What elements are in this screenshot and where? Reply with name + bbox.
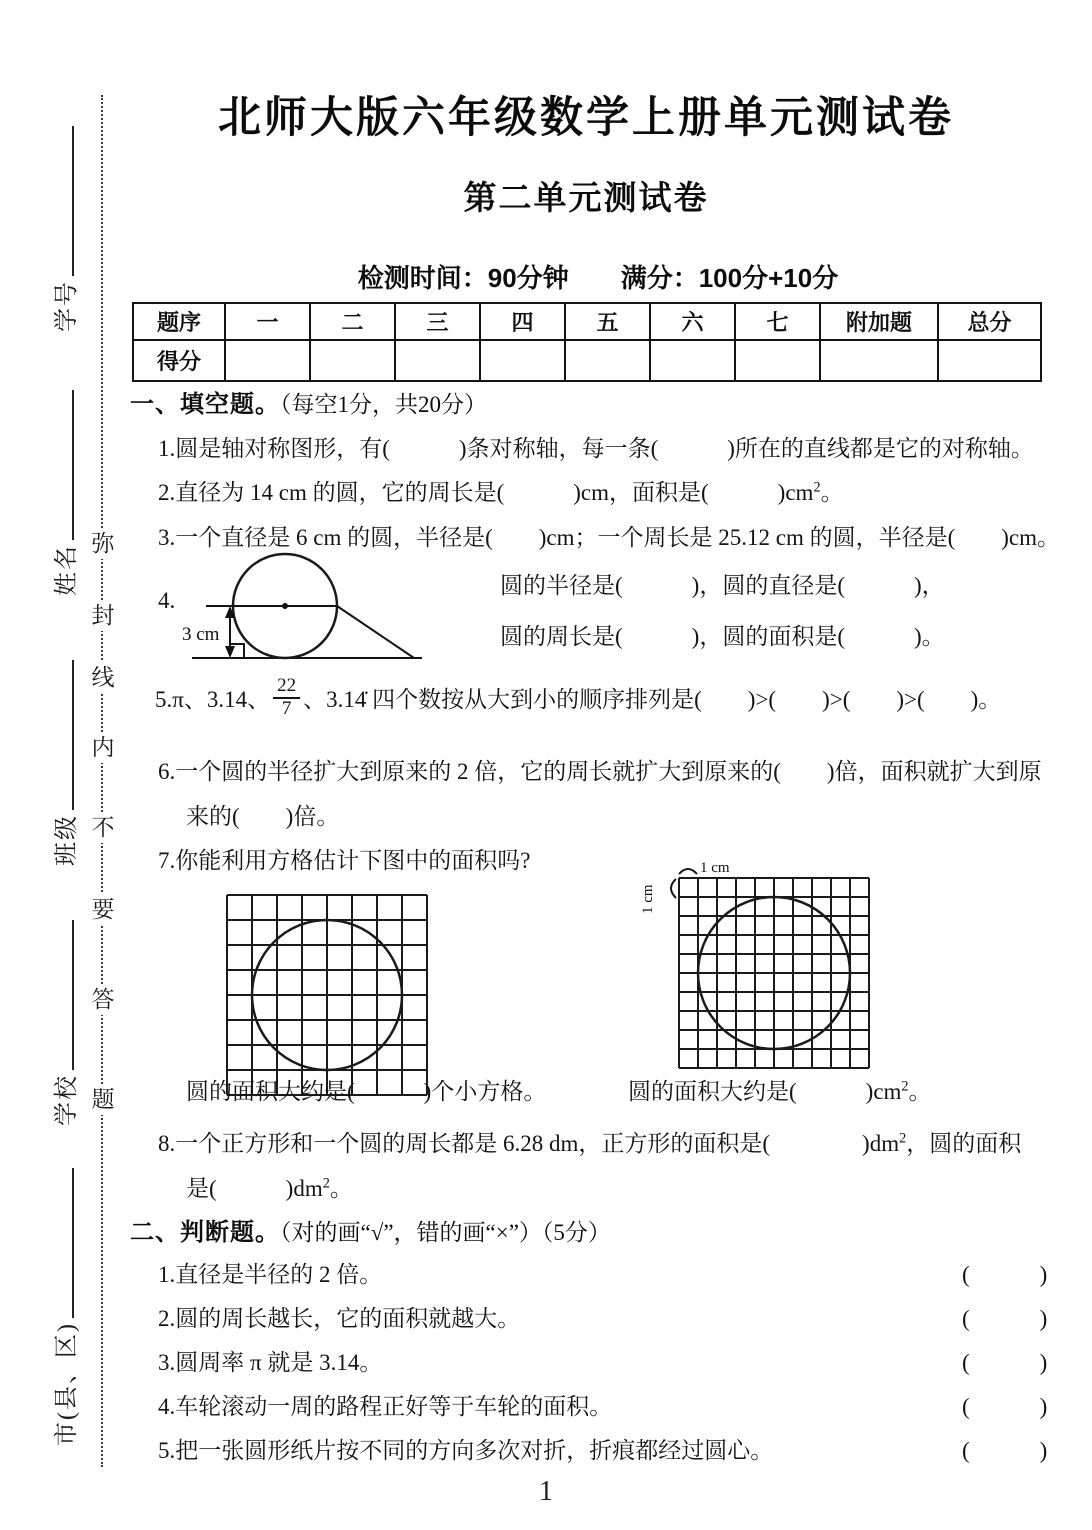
radius-measure-label: 3 cm	[182, 624, 220, 645]
score-table	[132, 302, 1042, 382]
question-8-line2-end: 。	[329, 1176, 353, 1201]
seal-char: 内	[89, 732, 117, 763]
score-col-header: 六	[650, 303, 735, 340]
left-estimation-grid	[225, 893, 431, 1099]
score-col-header: 一	[225, 303, 310, 340]
city-blank-line	[47, 1168, 74, 1318]
name-field	[46, 390, 81, 596]
question-8-superscript1: 2	[899, 1130, 907, 1147]
right-grid-caption-end: 。	[908, 1079, 932, 1104]
section1-heading-label: 一、填空题。	[130, 391, 280, 418]
question-8-text: 8.一个正方形和一个圆的周长都是 6.28 dm，正方形的面积是( )dm	[158, 1131, 900, 1156]
question-4-line1: 圆的半径是( )，圆的直径是( )，	[500, 573, 945, 598]
right-estimation-grid	[638, 858, 878, 1074]
page-number: 1	[539, 1476, 553, 1507]
question-5-text: 5.π、3.14、	[155, 687, 271, 713]
question-8-line1	[158, 1125, 1021, 1158]
score-col-header: 四	[480, 303, 565, 340]
question-2	[158, 474, 844, 507]
question-7-heading: 7.你能利用方格估计下图中的面积吗?	[158, 848, 531, 873]
question-8-line1-end: ，圆的面积	[906, 1131, 1022, 1156]
score-cell	[395, 340, 480, 381]
judgment-item-3: 3.圆周率 π 就是 3.14。	[158, 1350, 383, 1375]
judgment-bracket-2: ( )	[962, 1306, 1056, 1331]
question-8-line2	[186, 1170, 353, 1203]
question-2-superscript: 2	[813, 479, 821, 496]
score-table-header-row	[133, 303, 1041, 340]
school-label: 学校	[54, 1074, 80, 1126]
city-field	[46, 1168, 81, 1446]
city-label: 市(县、区)	[54, 1322, 80, 1446]
score-table-score-row	[133, 340, 1041, 381]
fraction-denominator: 7	[273, 697, 300, 720]
question-8-line2-text: 是( )dm	[186, 1176, 323, 1201]
class-label: 班级	[54, 814, 80, 866]
judgment-item-2: 2.圆的周长越长，它的面积就越大。	[158, 1306, 521, 1331]
left-grid-caption: 圆的面积大约是( )个小方格。	[186, 1079, 547, 1104]
question-6-line2: 来的( )倍。	[186, 804, 340, 829]
score-cell	[565, 340, 650, 381]
question-2-end: 。	[820, 480, 844, 505]
student-id-blank-line	[47, 126, 74, 276]
exam-info: 检测时间：90分钟 满分：100分+10分	[357, 263, 839, 293]
section2-heading-note: （对的画“√”，错的画“×”）（5分）	[280, 1220, 611, 1245]
score-row-label: 得分	[133, 340, 225, 381]
class-blank-line	[47, 660, 74, 810]
score-col-header: 总分	[938, 303, 1041, 340]
judgment-bracket-5: ( )	[962, 1438, 1056, 1463]
score-cell	[938, 340, 1041, 381]
class-field	[46, 660, 81, 866]
fraction-numerator: 22	[277, 675, 297, 696]
fraction-22-over-7	[273, 676, 300, 720]
score-col-header: 二	[310, 303, 395, 340]
score-col-header: 题序	[133, 303, 225, 340]
question-5-end: 、3.14̇ 四个数按从大到小的顺序排列是( )>( )>( )>( )。	[303, 687, 1002, 713]
school-blank-line	[47, 920, 74, 1070]
question-2-text: 2.直径为 14 cm 的圆，它的周长是( )cm，面积是( )cm	[158, 480, 814, 505]
score-cell	[310, 340, 395, 381]
seal-char: 封	[89, 600, 117, 631]
seal-char: 弥	[89, 528, 117, 559]
right-grid-caption-text: 圆的面积大约是( )cm	[628, 1079, 902, 1104]
score-col-header: 七	[735, 303, 820, 340]
question-5	[155, 676, 1001, 720]
exam-subtitle: 第二单元测试卷	[463, 179, 709, 216]
score-cell	[225, 340, 310, 381]
section2-heading-label: 二、判断题。	[130, 1219, 280, 1246]
score-col-header: 附加题	[820, 303, 938, 340]
score-col-header: 五	[565, 303, 650, 340]
student-id-label: 学号	[54, 280, 80, 332]
judgment-item-4: 4.车轮滚动一周的路程正好等于车轮的面积。	[158, 1394, 613, 1419]
name-blank-line	[47, 390, 74, 540]
section1-heading-note: （每空1分，共20分）	[280, 392, 487, 417]
name-label: 姓名	[54, 544, 80, 596]
score-cell	[735, 340, 820, 381]
score-cell	[820, 340, 938, 381]
left-unit-label: 1 cm	[640, 884, 656, 914]
seal-dotted-line	[101, 95, 103, 1467]
question-6-line1: 6.一个圆的半径扩大到原来的 2 倍，它的周长就扩大到原来的( )倍，面积就扩大到原	[158, 759, 1042, 784]
score-cell	[650, 340, 735, 381]
circle-tangent-figure	[180, 548, 432, 666]
seal-char: 要	[89, 894, 117, 925]
right-grid-caption-superscript: 2	[901, 1078, 909, 1095]
question-4-line2: 圆的周长是( )，圆的面积是( )。	[500, 624, 945, 649]
question-1: 1.圆是轴对称图形，有( )条对称轴，每一条( )所在的直线都是它的对称轴。	[158, 436, 1034, 461]
judgment-bracket-4: ( )	[962, 1394, 1056, 1419]
school-field	[46, 920, 81, 1126]
student-id-field	[46, 126, 81, 332]
seal-char: 不	[89, 812, 117, 843]
seal-char: 线	[89, 662, 117, 693]
judgment-bracket-3: ( )	[962, 1350, 1056, 1375]
judgment-bracket-1: ( )	[962, 1262, 1056, 1287]
question-3: 3.一个直径是 6 cm 的圆，半径是( )cm；一个周长是 25.12 cm 的圆，半径是( )cm。	[158, 525, 1061, 550]
right-grid-caption	[628, 1073, 932, 1106]
seal-char: 题	[89, 1084, 117, 1115]
section2-heading	[130, 1212, 611, 1247]
score-col-header: 三	[395, 303, 480, 340]
page-title: 北师大版六年级数学上册单元测试卷	[218, 94, 954, 142]
question-4-number: 4.	[158, 588, 176, 613]
score-cell	[480, 340, 565, 381]
top-unit-label: 1 cm	[700, 860, 730, 876]
section1-heading	[130, 384, 487, 419]
seal-char: 答	[89, 984, 117, 1015]
question-8-superscript2: 2	[322, 1175, 330, 1192]
judgment-item-1: 1.直径是半径的 2 倍。	[158, 1262, 383, 1287]
judgment-item-5: 5.把一张圆形纸片按不同的方向多次对折，折痕都经过圆心。	[158, 1438, 774, 1463]
